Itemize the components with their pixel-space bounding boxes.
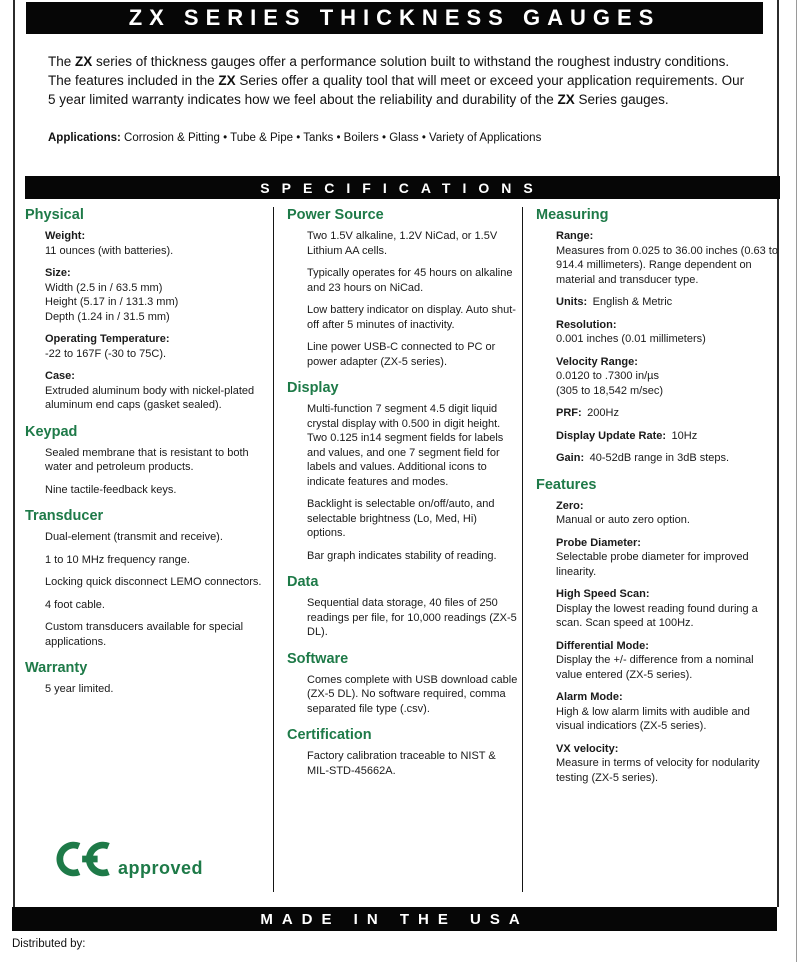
spec-item: Dual-element (transmit and receive). bbox=[45, 531, 223, 543]
spec-item: Low battery indicator on display. Auto shut-off after 5 minutes of inactivity. bbox=[307, 304, 516, 331]
spec-item: VX velocity: Measure in terms of velocity for nodularity testing (ZX-5 series). bbox=[556, 742, 760, 784]
distributed-by-label: Distributed by: bbox=[12, 938, 86, 950]
spec-section-measuring bbox=[536, 207, 778, 466]
spec-section-features bbox=[536, 477, 778, 786]
section-items bbox=[287, 229, 518, 369]
section-heading: Display bbox=[287, 380, 339, 396]
spec-item: Weight: 11 ounces (with batteries). bbox=[45, 230, 174, 257]
page-edge-line bbox=[796, 0, 797, 962]
ce-approved-label: approved bbox=[118, 858, 204, 878]
section-heading: Measuring bbox=[536, 207, 609, 223]
spec-item: Zero: Manual or auto zero option. bbox=[556, 499, 690, 526]
made-in-usa-bar bbox=[12, 907, 777, 931]
section-items bbox=[287, 596, 518, 640]
section-heading: Warranty bbox=[25, 660, 88, 676]
spec-item: Display Update Rate: 10Hz bbox=[556, 429, 698, 442]
made-in-usa-label: MADE IN THE USA bbox=[260, 910, 529, 928]
section-heading: Physical bbox=[25, 207, 84, 223]
section-heading: Software bbox=[287, 650, 349, 667]
spec-item: Probe Diameter: Selectable probe diameter for improved linearity. bbox=[556, 536, 749, 578]
section-items bbox=[287, 673, 518, 717]
intro-bold-zx: ZX bbox=[218, 73, 236, 88]
spec-item: Sealed membrane that is resistant to both water and petroleum products. bbox=[45, 446, 249, 473]
section-heading: Certification bbox=[287, 727, 372, 743]
section-items bbox=[25, 229, 267, 413]
page-border-left bbox=[13, 0, 15, 907]
intro-bold-zx: ZX bbox=[75, 54, 93, 69]
spec-item: Backlight is selectable on/off/auto, and selectable brightness (Lo, Med, Hi) options. bbox=[307, 498, 495, 539]
spec-section-power-source bbox=[287, 207, 518, 369]
spec-column-physical bbox=[25, 207, 273, 892]
spec-section-warranty bbox=[25, 660, 267, 697]
spec-section-keypad bbox=[25, 424, 267, 498]
spec-item: Size: Width (2.5 in / 63.5 mm) Height (5.17 in / 131.3 mm) Depth (1.24 in / 31.5 mm) bbox=[45, 267, 179, 323]
spec-item: Multi-function 7 segment 4.5 digit liquid crystal display with 0.500 in digit height. Two 0.125 in14 segment fields for labels and values, and one 7 segment field for labels and values. Additional icons to indicate features and modes. bbox=[307, 403, 504, 488]
spec-item: Operating Temperature: -22 to 167F (-30 to 75C). bbox=[45, 333, 170, 360]
spec-item: High Speed Scan: Display the lowest reading found during a scan. Scan speed at 100Hz. bbox=[556, 588, 758, 629]
spec-item: Factory calibration traceable to NIST & MIL-STD-45662A. bbox=[307, 750, 496, 777]
ce-approved-block bbox=[46, 838, 203, 880]
section-heading: Transducer bbox=[25, 508, 104, 524]
spec-item: 5 year limited. bbox=[45, 683, 114, 695]
intro-text: Series offer a quality tool that will meet or exceed your application requirements. Our 5 year limited warranty indicates how we feel about the reliability and durability of the bbox=[48, 73, 745, 107]
spec-item: Case: Extruded aluminum body with nickel-plated aluminum end caps (gasket sealed). bbox=[45, 370, 255, 411]
section-items bbox=[287, 402, 518, 563]
spec-item: Gain: 40-52dB range in 3dB steps. bbox=[556, 452, 730, 464]
spec-item: 4 foot cable. bbox=[45, 598, 105, 611]
spec-item: Nine tactile-feedback keys. bbox=[45, 483, 177, 496]
spec-item: Range: Measures from 0.025 to 36.00 inches (0.63 to 914.4 millimeters). Range dependent on material and transducer type. bbox=[556, 230, 778, 286]
section-items bbox=[25, 682, 267, 697]
spec-item: Differential Mode: Display the +/- difference from a nominal value entered (ZX-5 series). bbox=[556, 639, 754, 681]
section-heading: Power Source bbox=[287, 207, 384, 223]
ce-mark-icon bbox=[46, 838, 110, 880]
spec-section-certification bbox=[287, 727, 518, 778]
section-heading: Data bbox=[287, 574, 319, 590]
specifications-title: SPECIFICATIONS bbox=[260, 179, 545, 196]
intro-text: The bbox=[48, 54, 76, 69]
spec-item: Alarm Mode: High & low alarm limits with audible and visual indicatiors (ZX-5 series). bbox=[556, 691, 750, 732]
spec-item: Typically operates for 45 hours on alkaline and 23 hours on NiCad. bbox=[307, 267, 513, 294]
intro-text: Series gauges. bbox=[574, 92, 669, 107]
spec-item: PRF: 200Hz bbox=[556, 407, 619, 419]
applications-label: Applications: bbox=[48, 132, 121, 144]
section-heading: Keypad bbox=[25, 423, 78, 440]
spec-item: Line power USB-C connected to PC or power adapter (ZX-5 series). bbox=[307, 341, 496, 368]
spec-section-physical bbox=[25, 207, 267, 413]
applications-list: Corrosion & Pitting • Tube & Pipe • Tanks • Boilers • Glass • Variety of Applications bbox=[124, 132, 542, 144]
section-items bbox=[536, 499, 778, 786]
specifications-columns bbox=[25, 207, 780, 892]
spec-section-data bbox=[287, 574, 518, 640]
spec-section-software bbox=[287, 651, 518, 717]
spec-item: Velocity Range: 0.0120 to .7300 in/µs (305 to 18,542 m/sec) bbox=[556, 355, 664, 397]
spec-item: Units: English & Metric bbox=[556, 296, 673, 308]
page-title: ZX SERIES THICKNESS GAUGES bbox=[128, 5, 661, 30]
section-items bbox=[25, 530, 267, 649]
spec-item: Resolution: 0.001 inches (0.01 millimeters) bbox=[556, 318, 706, 345]
intro-paragraph bbox=[48, 52, 748, 109]
spec-column-power-display-data bbox=[273, 207, 522, 892]
spec-item: Comes complete with USB download cable (ZX-5 DL). No software required, comma separated file type (.csv). bbox=[307, 673, 518, 715]
spec-item: Locking quick disconnect LEMO connectors. bbox=[45, 576, 262, 588]
section-items bbox=[536, 229, 778, 466]
intro-bold-zx: ZX bbox=[557, 92, 575, 107]
section-heading: Features bbox=[536, 476, 597, 493]
specifications-bar bbox=[25, 176, 780, 199]
spec-item: Bar graph indicates stability of reading. bbox=[307, 549, 497, 562]
spec-column-measuring-features bbox=[522, 207, 780, 892]
section-items bbox=[25, 446, 267, 498]
applications-line bbox=[48, 132, 748, 144]
intro-text: series of thickness gauges offer a performance solution built to withstand the roughest industry conditions. The features included in the bbox=[48, 54, 730, 88]
spec-item: Custom transducers available for special applications. bbox=[45, 621, 244, 648]
spec-section-display bbox=[287, 380, 518, 563]
spec-section-transducer bbox=[25, 508, 267, 649]
spec-item: Two 1.5V alkaline, 1.2V NiCad, or 1.5V Lithium AA cells. bbox=[307, 230, 498, 257]
spec-item: Sequential data storage, 40 files of 250 readings per file, for 10,000 readings (ZX-5 DL). bbox=[307, 597, 517, 638]
section-items bbox=[287, 749, 518, 778]
spec-item: 1 to 10 MHz frequency range. bbox=[45, 553, 190, 566]
document-title-bar bbox=[26, 2, 763, 34]
